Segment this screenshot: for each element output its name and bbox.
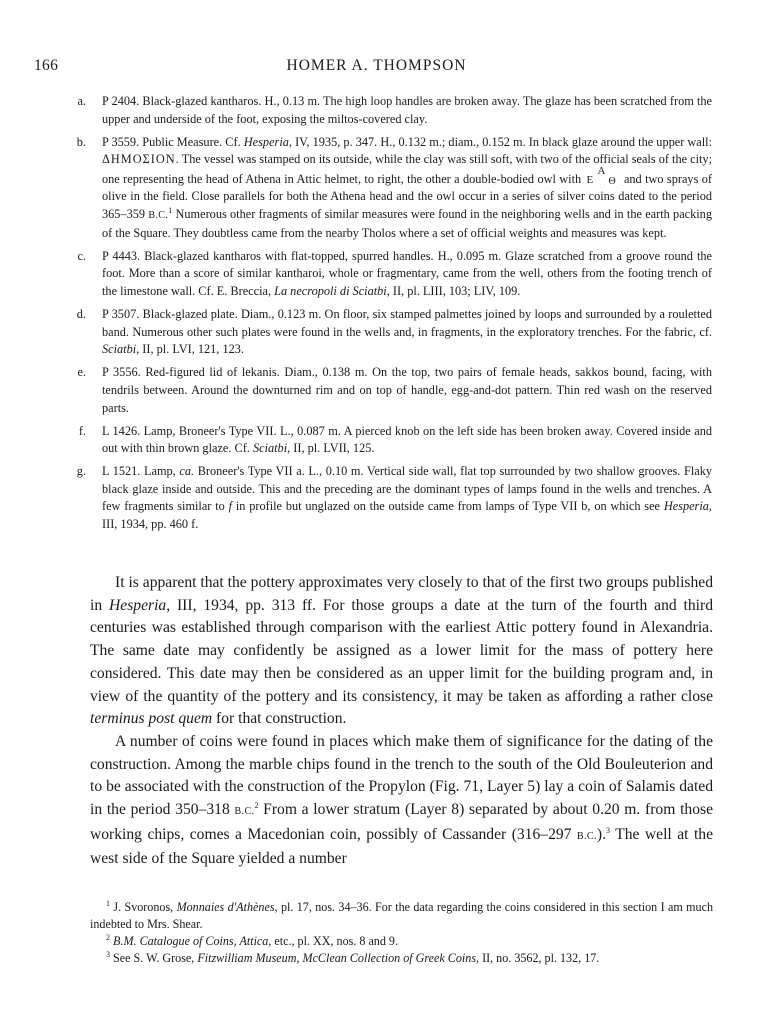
paragraph: It is apparent that the pottery approximates very closely to that of the first two groups published in Hesperia, III, 1934, pp. 313 ff. For those groups a date at the turn of the fourth and third centuries was established through comparison with the earliest Attic pottery found in Alexandria. The same date may confidently be assigned as a lower limit for the mass of pottery here considered. This date may then be considered as an upper limit for the building program and, in view of the quantity of the pottery and its consistency, it may be taken as affording a rather close terminus post quem for that construction. (90, 574, 714, 728)
footnote: $^2$ B.M. Catalogue of Coins, Attica, etc., pl. XX, nos. 8 and 9. (106, 932, 398, 948)
catalogue-entry-d (62, 306, 712, 359)
entry-text: P 3556. Red-figured lid of lekanis. Diam., 0.138 m. On the top, two pairs of female heads, sakkos bound, facing, with tendrils between. Around the downturned rim and on top of handle, egg-and-dot pattern. Thin red wash on the reserved parts. (102, 365, 712, 415)
catalogue-entry-b (62, 134, 712, 243)
entry-text: L 1426. Lamp, Broneer's Type VII. L., 0.087 m. A pierced knob on the left side has been broken away. Covered inside and out with thin brown glaze. Cf. Sciatbi, II, pl. LVII, 125. (102, 423, 712, 456)
entry-letter: d. (76, 307, 86, 322)
catalogue-entry-a (62, 93, 712, 128)
entry-text: P 2404. Black-glazed kantharos. H., 0.13 m. The high loop handles are broken away. The glaze has been scratched from the upper and underside of the foot, exposing the miltos-covered clay. (102, 94, 712, 126)
footnote: $^3$ See S. W. Grose, Fitzwilliam Museum, McClean Collection of Greek Coins, II, no. 3562, pl. 132, 17. (106, 949, 600, 965)
footnotes (90, 899, 713, 967)
owl-monogram: Ε Α Θ (586, 164, 616, 187)
body-text (90, 572, 713, 871)
footnote-ref: 1 (168, 205, 173, 215)
catalogue-entry-f (62, 423, 712, 458)
footnote-ref: 3 (605, 825, 610, 835)
catalogue-entry-g (62, 463, 712, 533)
entry-text: P 3507. Black-glazed plate. Diam., 0.123 m. On floor, six stamped palmettes joined by loops and surrounded by a rouletted band. Numerous other such plates were found in the wells and, in fragments, in the exploratory trenches. For the fabric, cf. Sciatbi, II, pl. LVI, 121, 123. (102, 307, 712, 357)
catalogue-list (62, 93, 712, 539)
greek-inscription: ΔΗΜΟΣΙΟΝ (102, 152, 176, 167)
entry-text: L 1521. Lamp, ca. Broneer's Type VII a. L., 0.10 m. Vertical side wall, flat top surrounded by two shallow grooves. Flaky black glaze inside and outside. This and the preceding are the dominant types of lamps found in the wells and trenches. A few fragments similar to f in profile but unglazed on the outside came from lamps of Type VII b, on which see Hesperia, III, 1934, pp. 460 f. (102, 464, 713, 532)
catalogue-entry-c (62, 248, 712, 301)
footnote: $^1$ J. Svoronos, Monnaies d'Athènes, pl. 17, nos. 34–36. For the data regarding the coins considered in this section I am much indebted to Mrs. Shear. (90, 898, 713, 931)
entry-letter: e. (77, 365, 86, 380)
entry-text: P 4443. Black-glazed kantharos with flat-topped, spurred handles. H., 0.095 m. Glaze scratched from a groove round the foot. More than a score of similar kantharoi, whole or fragmentary, came from the well, others from the footing trench of the limestone wall. Cf. E. Breccia, La necropoli di Sciatbi, II, pl. LIII, 103; LIV, 109. (102, 248, 712, 298)
running-head (34, 57, 719, 79)
catalogue-entry-e (62, 364, 712, 417)
page-number: 166 (34, 57, 59, 74)
running-title: HOMER A. THOMPSON (286, 57, 467, 74)
entry-letter: g. (76, 464, 86, 479)
entry-letter: c. (77, 248, 86, 263)
entry-letter: a. (77, 94, 86, 108)
paragraph: A number of coins were found in places which make them of significance for the dating of the construction. Among the marble chips found in the trench to the south of the Old Bouleuterion and to be associated with the construction of the Propylon (Fig. 71, Layer 5) lay a coin of Salamis dated in the period 350–318 B.C.$^2$ From a lower stratum (Layer 8) separated by about 0.20 m. from those working chips, comes a Macedonian coin, possibly of Cassander (316–297 B.C.).$^3$ The well at the west side of the Square yielded a number (90, 732, 713, 868)
entry-letter: b. (76, 134, 86, 149)
entry-letter: f. (78, 423, 86, 438)
entry-text: P 3559. Public Measure. Cf. Hesperia, IV, 1935, p. 347. H., 0.132 m.; diam., 0.152 m. In black glaze around the upper wall: ΔΗΜΟΣΙΟΝ. The vessel was stamped on its outside, while the clay was still soft, with two of the official seals of the city; one representing the head of Athena in Attic helmet, to right, the other a double-bodied owl with Ε Α Θ and two sprays of olive in the field. Close parallels for both the Athena head and the owl occur in a series of silver coins dated to the period 365–359 B.C.$^1$ Numerous other fragments of similar measures were found in the neighboring wells and in the earth packing of the Square. They doubtless came from the nearby Tholos where a set of official weights and measures was kept. (102, 134, 712, 240)
footnote-ref: 2 (254, 800, 259, 810)
